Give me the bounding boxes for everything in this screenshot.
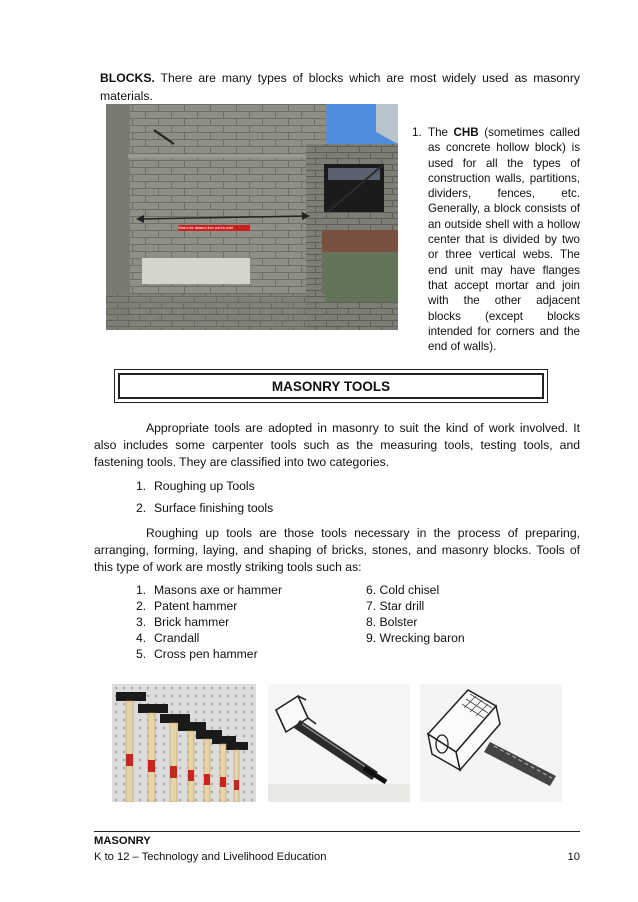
intro-text: There are many types of blocks which are most widely used as masonry materials. — [100, 71, 580, 103]
tool-item — [136, 646, 258, 662]
tool-label: Cross pen hammer — [154, 647, 258, 661]
tool-label: Brick hammer — [154, 615, 230, 629]
chb-text-pre: The — [428, 126, 454, 139]
page-number: 10 — [567, 851, 580, 863]
category-item — [136, 478, 255, 494]
category-label: Roughing up Tools — [154, 479, 255, 493]
footer-subtitle: K to 12 – Technology and Livelihood Education — [94, 851, 327, 863]
tool-item — [136, 582, 282, 598]
chb-wall-illustration — [106, 104, 398, 330]
category-label: Surface finishing tools — [154, 501, 274, 515]
chb-term: CHB — [453, 126, 479, 139]
tool-item: 9. Wrecking baron — [366, 631, 465, 645]
roughing-tools-paragraph: Roughing up tools are those tools necessary in the process of preparing, arranging, forming, laying, and shaping of bricks, stones, and masonry blocks. Tools of this type of work are mostly striking tools such as: — [94, 526, 580, 574]
tool-number: 4. — [136, 631, 147, 645]
footer-title: MASONRY — [94, 835, 151, 847]
hammers-pegboard-photo — [112, 684, 256, 802]
footer-rule — [94, 831, 580, 832]
chb-text-post: (sometimes called as concrete hollow block) is used for all the types of construction walls, partitions, dividers, fences, etc. Generally, a block consists of an outside shell with a hollow center that is divided by two or three vertical webs. The end unit may have flanges that accept mortar and join with the other adjacent blocks (except blocks intended for corners and the end of walls). — [428, 126, 580, 354]
tool-label: Patent hammer — [154, 599, 238, 613]
tool-item — [136, 598, 237, 614]
tool-number: 2. — [136, 599, 147, 613]
hammers-pegboard-illustration — [112, 684, 256, 802]
category-number: 2. — [136, 501, 147, 515]
tool-number: 3. — [136, 615, 147, 629]
chb-number: 1. — [412, 126, 422, 139]
tool-item: 8. Bolster — [366, 615, 418, 629]
photo-caption: What is the distance from point to point — [178, 226, 234, 230]
intro-heading: BLOCKS. — [100, 71, 155, 85]
category-item — [136, 500, 273, 516]
tool-item: 6. Cold chisel — [366, 583, 440, 597]
tool-label: Crandall — [154, 631, 200, 645]
tool-item — [136, 614, 229, 630]
sledge-hammer-drawing — [420, 684, 562, 802]
tool-label: Masons axe or hammer — [154, 583, 283, 597]
intro-paragraph — [100, 69, 580, 105]
tool-item — [136, 630, 199, 646]
hammer-drawing-illustration — [268, 684, 410, 802]
chb-description — [412, 125, 580, 354]
chb-text — [428, 125, 580, 354]
category-number: 1. — [136, 479, 147, 493]
chb-wall-photo — [106, 104, 398, 330]
tool-number: 5. — [136, 647, 147, 661]
tool-number: 1. — [136, 583, 147, 597]
tools-intro-paragraph: Appropriate tools are adopted in masonry to suit the kind of work involved. It also includes some carpenter tools such as the measuring tools, testing tools, and fastening tools. They are classified into two categories. — [94, 421, 580, 469]
sledge-hammer-illustration — [420, 684, 562, 802]
section-title: MASONRY TOOLS — [118, 373, 544, 399]
tool-item: 7. Star drill — [366, 599, 425, 613]
hammer-drawing — [268, 684, 410, 802]
section-banner — [114, 369, 548, 403]
